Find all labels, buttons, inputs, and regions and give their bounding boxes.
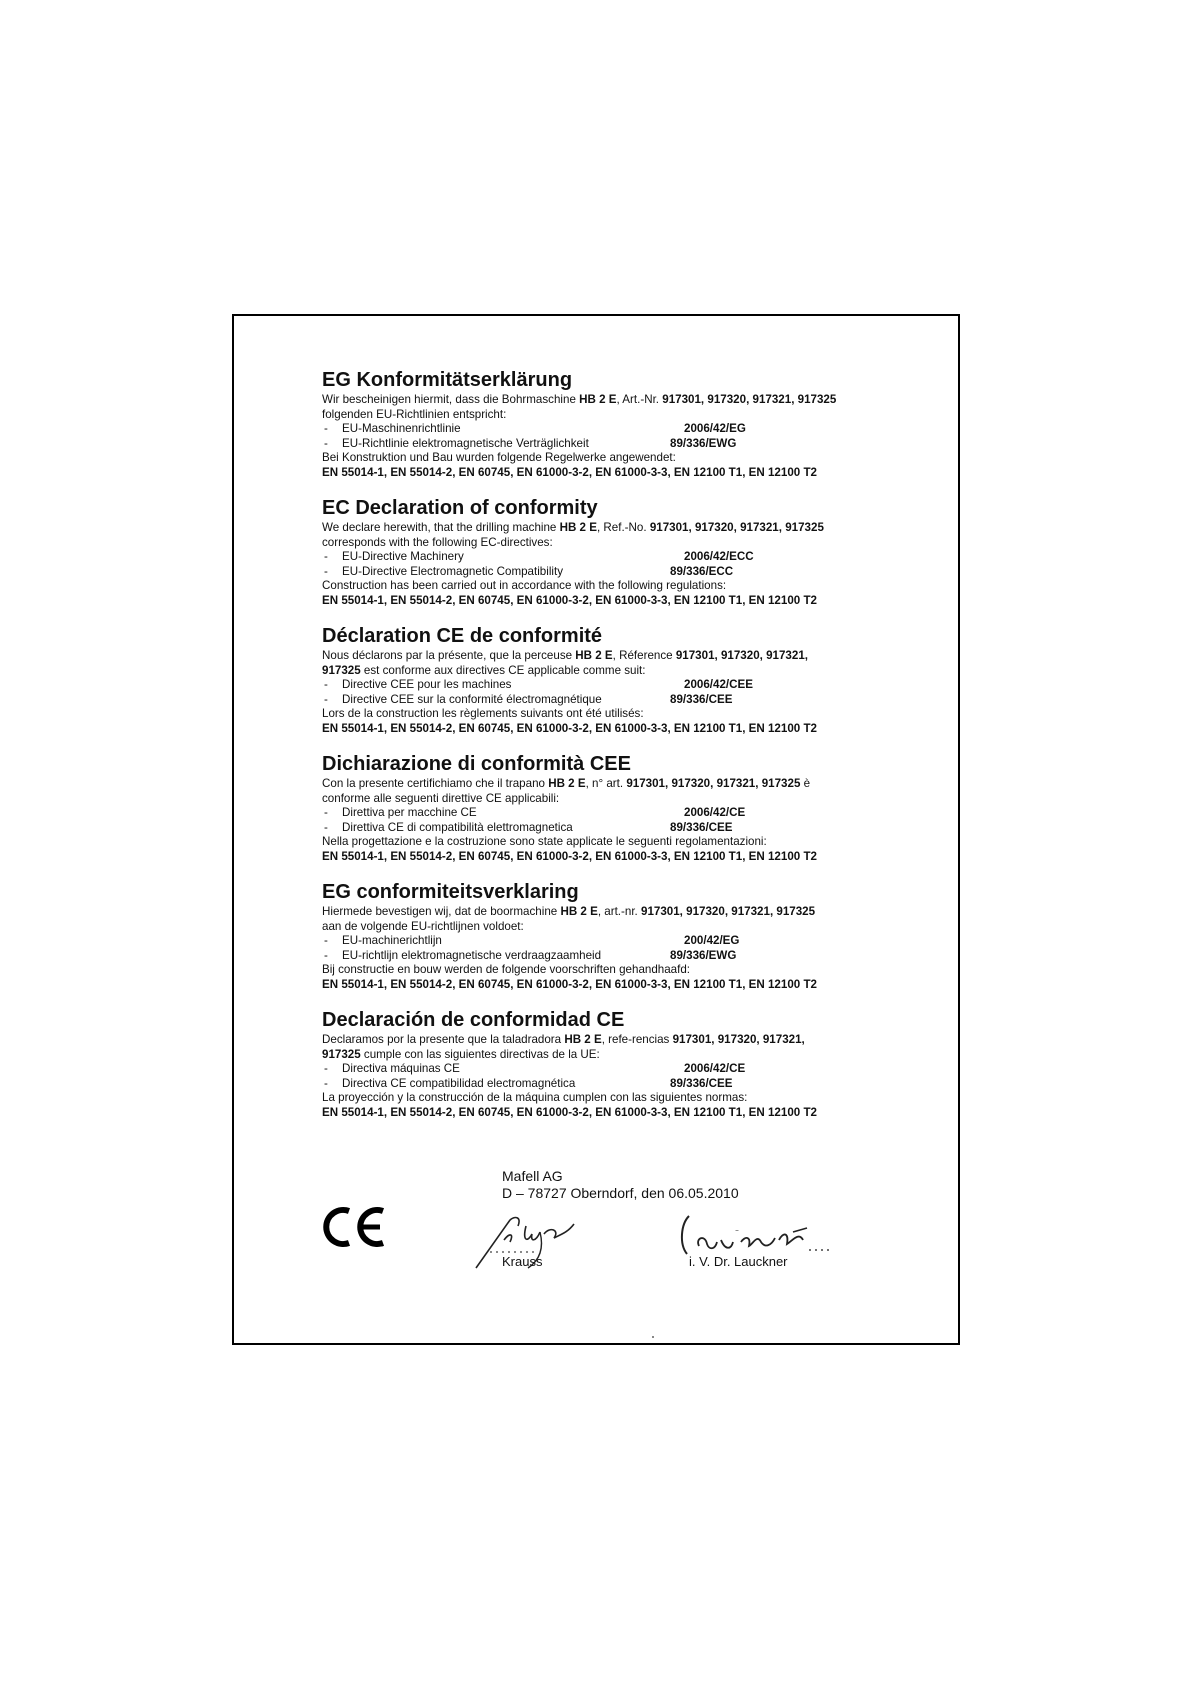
section-title: EC Declaration of conformity xyxy=(322,497,598,519)
standards-list: EN 55014-1, EN 55014-2, EN 60745, EN 61000-3-2, EN 61000-3-3, EN 12100 T1, EN 12100 T2 xyxy=(322,721,817,735)
text-segment: 917301, 917320, 917321, 917325 xyxy=(641,905,816,918)
directive-item xyxy=(322,693,922,708)
directive-item xyxy=(322,437,922,452)
regulations-text: Nella progettazione e la costruzione sono state applicate le seguenti regolamentazioni: xyxy=(322,835,767,848)
directive-code: 89/336/EWG xyxy=(670,436,737,450)
directive-name: Direttiva CE di compatibilità elettromagnetica xyxy=(342,820,573,834)
intro-line xyxy=(322,649,922,664)
bullet-dash: - xyxy=(324,564,328,578)
text-segment: HB 2 E xyxy=(575,649,613,662)
directive-name: EU-Directive Electromagnetic Compatibility xyxy=(342,564,563,578)
intro-line xyxy=(322,920,922,935)
ce-mark-icon xyxy=(322,1205,388,1249)
regulations-text: La proyección y la construcción de la máquina cumplen con las siguientes normas: xyxy=(322,1091,748,1104)
directive-name: EU-Maschinenrichtlinie xyxy=(342,422,461,435)
section-title: EG conformiteitsverklaring xyxy=(322,881,579,903)
intro-line xyxy=(322,905,922,920)
intro-line xyxy=(322,1033,922,1048)
directive-name: EU-machinerichtlijn xyxy=(342,934,442,947)
text-segment: aan de volgende EU-richtlijnen voldoet: xyxy=(322,919,524,933)
intro-line xyxy=(322,536,922,551)
section-title: Declaración de conformidad CE xyxy=(322,1009,625,1031)
declaration-section xyxy=(322,880,922,992)
text-segment: HB 2 E xyxy=(559,521,597,534)
bullet-dash: - xyxy=(324,806,328,819)
directive-item xyxy=(322,565,922,580)
text-segment: 917325 xyxy=(322,663,361,677)
directive-code: 89/336/CEE xyxy=(670,1076,733,1090)
declaration-section xyxy=(322,496,922,608)
text-segment: corresponds with the following EC-directives: xyxy=(322,535,553,549)
text-segment: Nous déclarons par la présente, que la perceuse xyxy=(322,649,576,662)
text-segment: Declaramos por la presente que la taladradora xyxy=(322,1033,565,1046)
text-segment: Con la presente certifichiamo che il trapano xyxy=(322,777,549,790)
directive-code: 89/336/CEE xyxy=(670,692,733,706)
directive-item xyxy=(322,821,922,836)
bullet-dash: - xyxy=(324,678,328,691)
directive-code: 200/42/EG xyxy=(684,934,740,947)
section-title: Dichiarazione di conformità CEE xyxy=(322,753,631,775)
bullet-dash: - xyxy=(324,422,328,435)
text-segment: 917301, 917320, 917321, 917325 xyxy=(662,393,837,406)
regulations-text: Bei Konstruktion und Bau wurden folgende Regelwerke angewendet: xyxy=(322,451,676,464)
bullet-dash: - xyxy=(324,550,328,563)
intro-line xyxy=(322,777,922,792)
intro-line xyxy=(322,664,922,679)
place-and-date: D – 78727 Oberndorf, den 06.05.2010 xyxy=(502,1185,739,1201)
scan-artifact xyxy=(652,1336,654,1338)
standards-list: EN 55014-1, EN 55014-2, EN 60745, EN 61000-3-2, EN 61000-3-3, EN 12100 T1, EN 12100 T2 xyxy=(322,977,817,991)
directive-code: 2006/42/CE xyxy=(684,806,746,819)
text-segment: 917301, 917320, 917321, 917325 xyxy=(626,777,801,790)
text-segment: Hiermede bevestigen wij, dat de boormachine xyxy=(322,905,561,918)
text-segment: 917301, 917320, 917321, xyxy=(675,649,808,662)
text-segment: cumple con las siguientes directivas de la UE: xyxy=(360,1047,600,1061)
text-segment: HB 2 E xyxy=(560,905,598,918)
declaration-section xyxy=(322,624,922,736)
intro-line xyxy=(322,521,922,536)
text-segment: folgenden EU-Richtlinien entspricht: xyxy=(322,407,507,421)
directive-code: 89/336/CEE xyxy=(670,820,733,834)
standards-list: EN 55014-1, EN 55014-2, EN 60745, EN 61000-3-2, EN 61000-3-3, EN 12100 T1, EN 12100 T2 xyxy=(322,465,817,479)
directive-name: Direttiva per macchine CE xyxy=(342,806,477,819)
text-segment: 917301, 917320, 917321, xyxy=(672,1033,805,1046)
intro-line xyxy=(322,393,922,408)
directive-code: 89/336/ECC xyxy=(670,564,734,578)
section-title: Déclaration CE de conformité xyxy=(322,625,603,647)
intro-line xyxy=(322,1048,922,1063)
directive-name: Directive CEE pour les machines xyxy=(342,678,512,691)
declaration-section xyxy=(322,368,922,480)
text-segment: , Ref.-No. xyxy=(596,521,650,534)
directive-item xyxy=(322,1077,922,1092)
directive-code: 2006/42/CE xyxy=(684,1062,746,1075)
declaration-section xyxy=(322,752,922,864)
bullet-dash: - xyxy=(324,1076,328,1090)
standards-list: EN 55014-1, EN 55014-2, EN 60745, EN 61000-3-2, EN 61000-3-3, EN 12100 T1, EN 12100 T2 xyxy=(322,593,817,607)
directive-item xyxy=(322,806,922,821)
signatory-lauckner-name: i. V. Dr. Lauckner xyxy=(689,1254,788,1269)
directive-item xyxy=(322,550,922,565)
bullet-dash: - xyxy=(324,948,328,962)
text-segment: è xyxy=(800,777,811,790)
directive-name: EU-Directive Machinery xyxy=(342,550,464,563)
directive-item xyxy=(322,422,922,437)
directive-code: 89/336/EWG xyxy=(670,948,737,962)
directive-code: 2006/42/CEE xyxy=(684,678,753,691)
signature-block xyxy=(502,1168,739,1202)
text-segment: est conforme aux directives CE applicable comme suit: xyxy=(360,663,646,677)
directive-item xyxy=(322,934,922,949)
directive-code: 2006/42/EG xyxy=(684,422,746,435)
company-name: Mafell AG xyxy=(502,1168,563,1184)
directive-name: Directiva máquinas CE xyxy=(342,1062,460,1075)
bullet-dash: - xyxy=(324,820,328,834)
regulations-text: Lors de la construction les règlements suivants ont été utilisés: xyxy=(322,707,644,720)
text-segment: We declare herewith, that the drilling machine xyxy=(322,521,560,534)
bullet-dash: - xyxy=(324,934,328,947)
directive-name: EU-Richtlinie elektromagnetische Verträglichkeit xyxy=(342,436,589,450)
text-segment: , art.-nr. xyxy=(597,905,641,918)
text-segment: , Art.-Nr. xyxy=(616,393,663,406)
text-segment: , Réference xyxy=(612,649,676,662)
text-segment: HB 2 E xyxy=(579,393,617,406)
text-segment: HB 2 E xyxy=(564,1033,602,1046)
directive-name: Directive CEE sur la conformité électromagnétique xyxy=(342,692,602,706)
signatory-krauss-name: Krauss xyxy=(502,1254,543,1269)
directive-item xyxy=(322,678,922,693)
regulations-text: Construction has been carried out in accordance with the following regulations: xyxy=(322,579,727,592)
bullet-dash: - xyxy=(324,1062,328,1075)
directive-name: Directiva CE compatibilidad electromagnética xyxy=(342,1076,576,1090)
directive-item xyxy=(322,949,922,964)
directive-name: EU-richtlijn elektromagnetische verdraagzaamheid xyxy=(342,948,602,962)
text-segment: 917301, 917320, 917321, 917325 xyxy=(649,521,824,534)
standards-list: EN 55014-1, EN 55014-2, EN 60745, EN 61000-3-2, EN 61000-3-3, EN 12100 T1, EN 12100 T2 xyxy=(322,1105,817,1119)
text-segment: 917325 xyxy=(322,1047,361,1061)
text-segment: , n° art. xyxy=(585,777,627,790)
intro-line xyxy=(322,792,922,807)
section-title: EG Konformitätserklärung xyxy=(322,369,573,391)
standards-list: EN 55014-1, EN 55014-2, EN 60745, EN 61000-3-2, EN 61000-3-3, EN 12100 T1, EN 12100 T2 xyxy=(322,849,817,863)
intro-line xyxy=(322,408,922,423)
declaration-content xyxy=(322,368,922,1120)
text-segment: HB 2 E xyxy=(548,777,586,790)
text-segment: , refe-rencias xyxy=(601,1033,673,1046)
text-segment: conforme alle seguenti direttive CE applicabili: xyxy=(322,791,560,805)
declaration-section xyxy=(322,1008,922,1120)
text-segment: Wir bescheinigen hiermit, dass die Bohrmaschine xyxy=(322,393,580,406)
bullet-dash: - xyxy=(324,436,328,450)
directive-item xyxy=(322,1062,922,1077)
bullet-dash: - xyxy=(324,692,328,706)
regulations-text: Bij constructie en bouw werden de folgende voorschriften gehandhaafd: xyxy=(322,963,691,976)
directive-code: 2006/42/ECC xyxy=(684,550,754,563)
